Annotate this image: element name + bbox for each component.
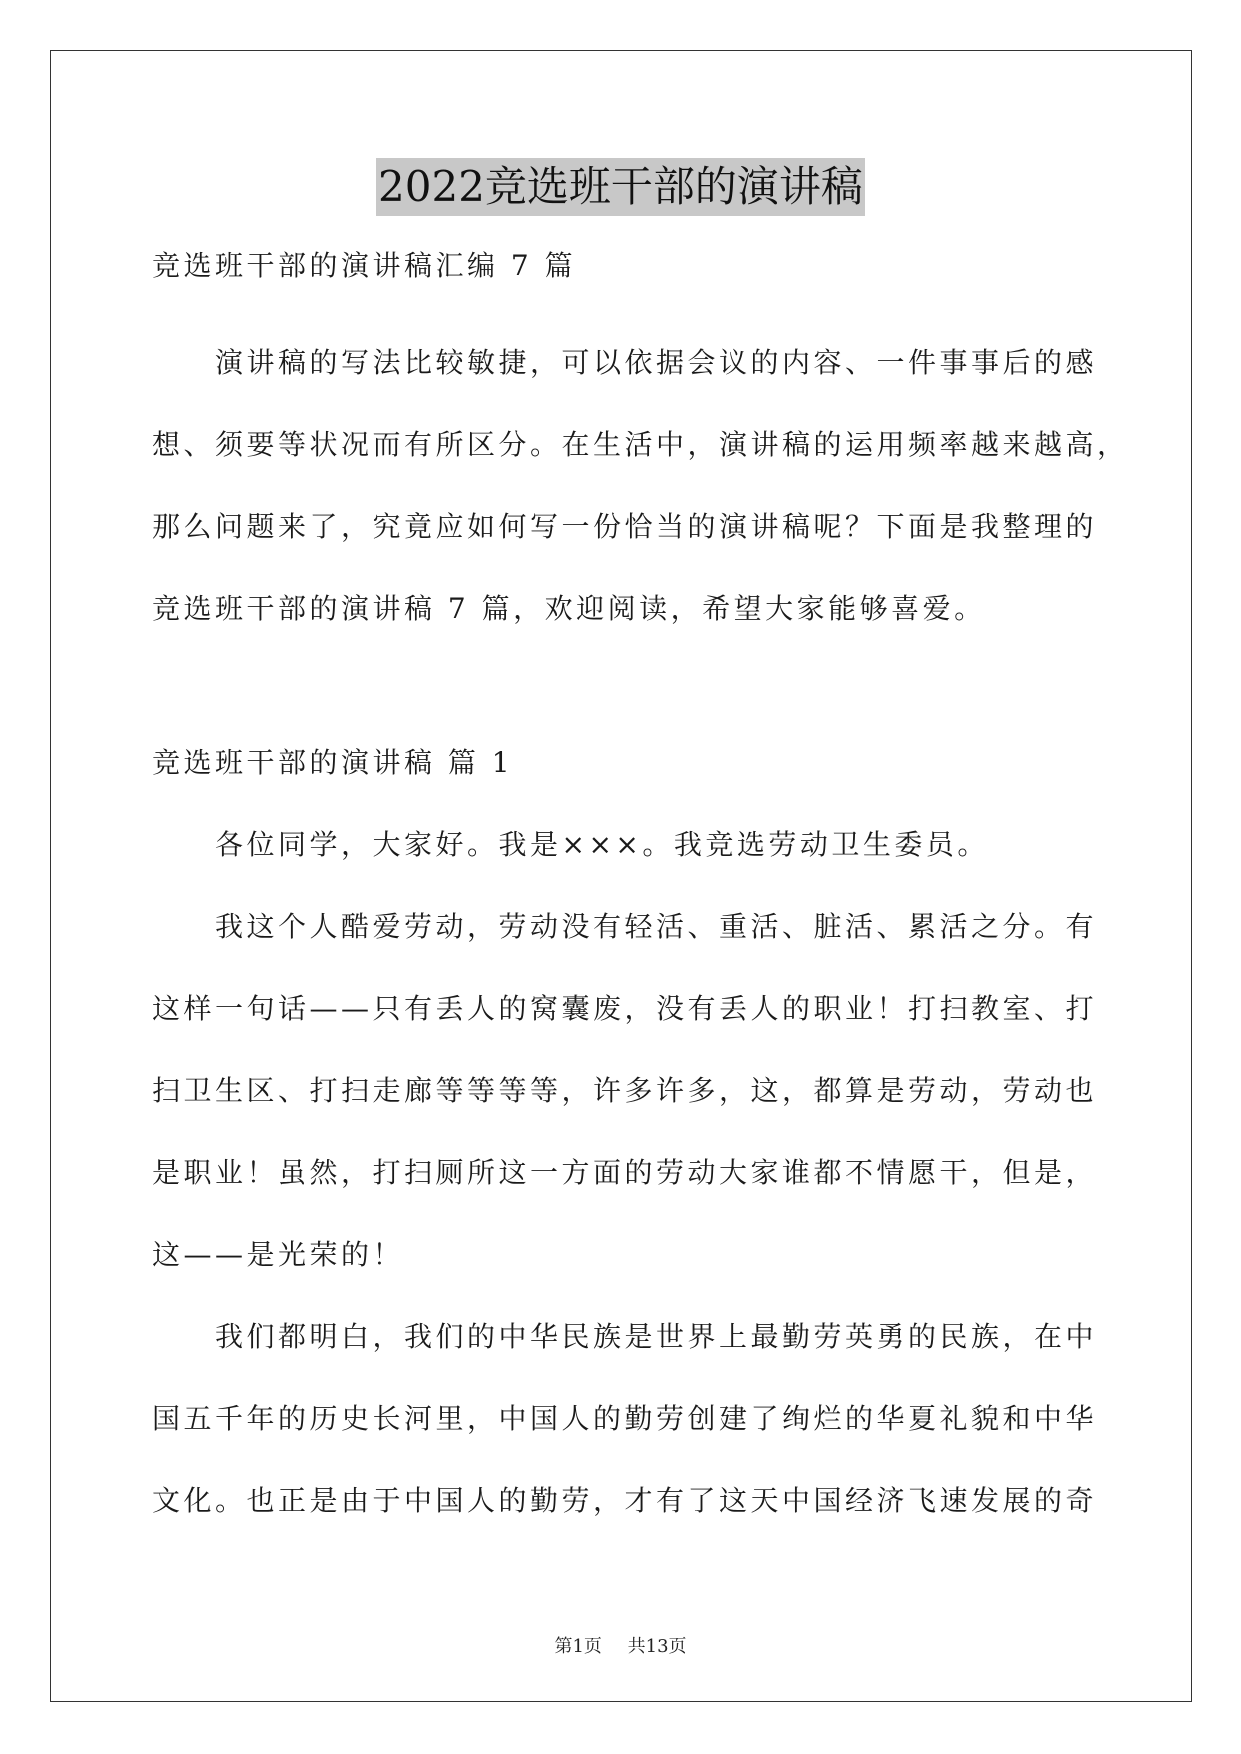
text-line: 想、须要等状况而有所区分。在生活中，演讲稿的运用频率越来越高， <box>152 428 1129 461</box>
body-paragraph <box>152 1296 1098 1542</box>
document-body <box>152 240 1129 1542</box>
title-area <box>0 158 1241 216</box>
text-line: 我们都明白，我们的中华民族是世界上最勤劳英勇的民族，在中 <box>215 1320 1098 1353</box>
section-heading: 竞选班干部的演讲稿 篇 1 <box>152 746 514 779</box>
page-total: 共13页 <box>627 1636 687 1657</box>
text-line: 演讲稿的写法比较敏捷，可以依据会议的内容、一件事事后的感 <box>215 346 1098 379</box>
text-line: 那么问题来了，究竟应如何写一份恰当的演讲稿呢？下面是我整理的 <box>152 510 1098 543</box>
page-footer <box>0 1632 1241 1658</box>
page-number: 第1页 <box>554 1636 602 1657</box>
document-subtitle: 竞选班干部的演讲稿汇编 7 篇 <box>152 249 577 282</box>
text-line: 这——是光荣的！ <box>152 1238 405 1271</box>
text-line: 各位同学，大家好。我是×××。我竞选劳动卫生委员。 <box>215 828 989 861</box>
body-paragraph <box>152 886 1098 1296</box>
text-line: 竞选班干部的演讲稿 7 篇，欢迎阅读，希望大家能够喜爱。 <box>152 592 986 625</box>
text-line: 是职业！虽然，打扫厕所这一方面的劳动大家谁都不情愿干，但是， <box>152 1156 1098 1189</box>
document-title: 2022竞选班干部的演讲稿 <box>376 158 865 216</box>
text-line: 这样一句话——只有丢人的窝囊废，没有丢人的职业！打扫教室、打 <box>152 992 1098 1025</box>
text-line: 我这个人酷爱劳动，劳动没有轻活、重活、脏活、累活之分。有 <box>215 910 1098 943</box>
body-paragraph <box>152 804 1092 886</box>
text-line: 文化。也正是由于中国人的勤劳，才有了这天中国经济飞速发展的奇 <box>152 1484 1098 1517</box>
text-line: 国五千年的历史长河里，中国人的勤劳创建了绚烂的华夏礼貌和中华 <box>152 1402 1098 1435</box>
text-line: 扫卫生区、打扫走廊等等等等，许多许多，这，都算是劳动，劳动也 <box>152 1074 1098 1107</box>
spacer <box>152 650 1092 722</box>
intro-paragraph <box>152 322 1129 650</box>
